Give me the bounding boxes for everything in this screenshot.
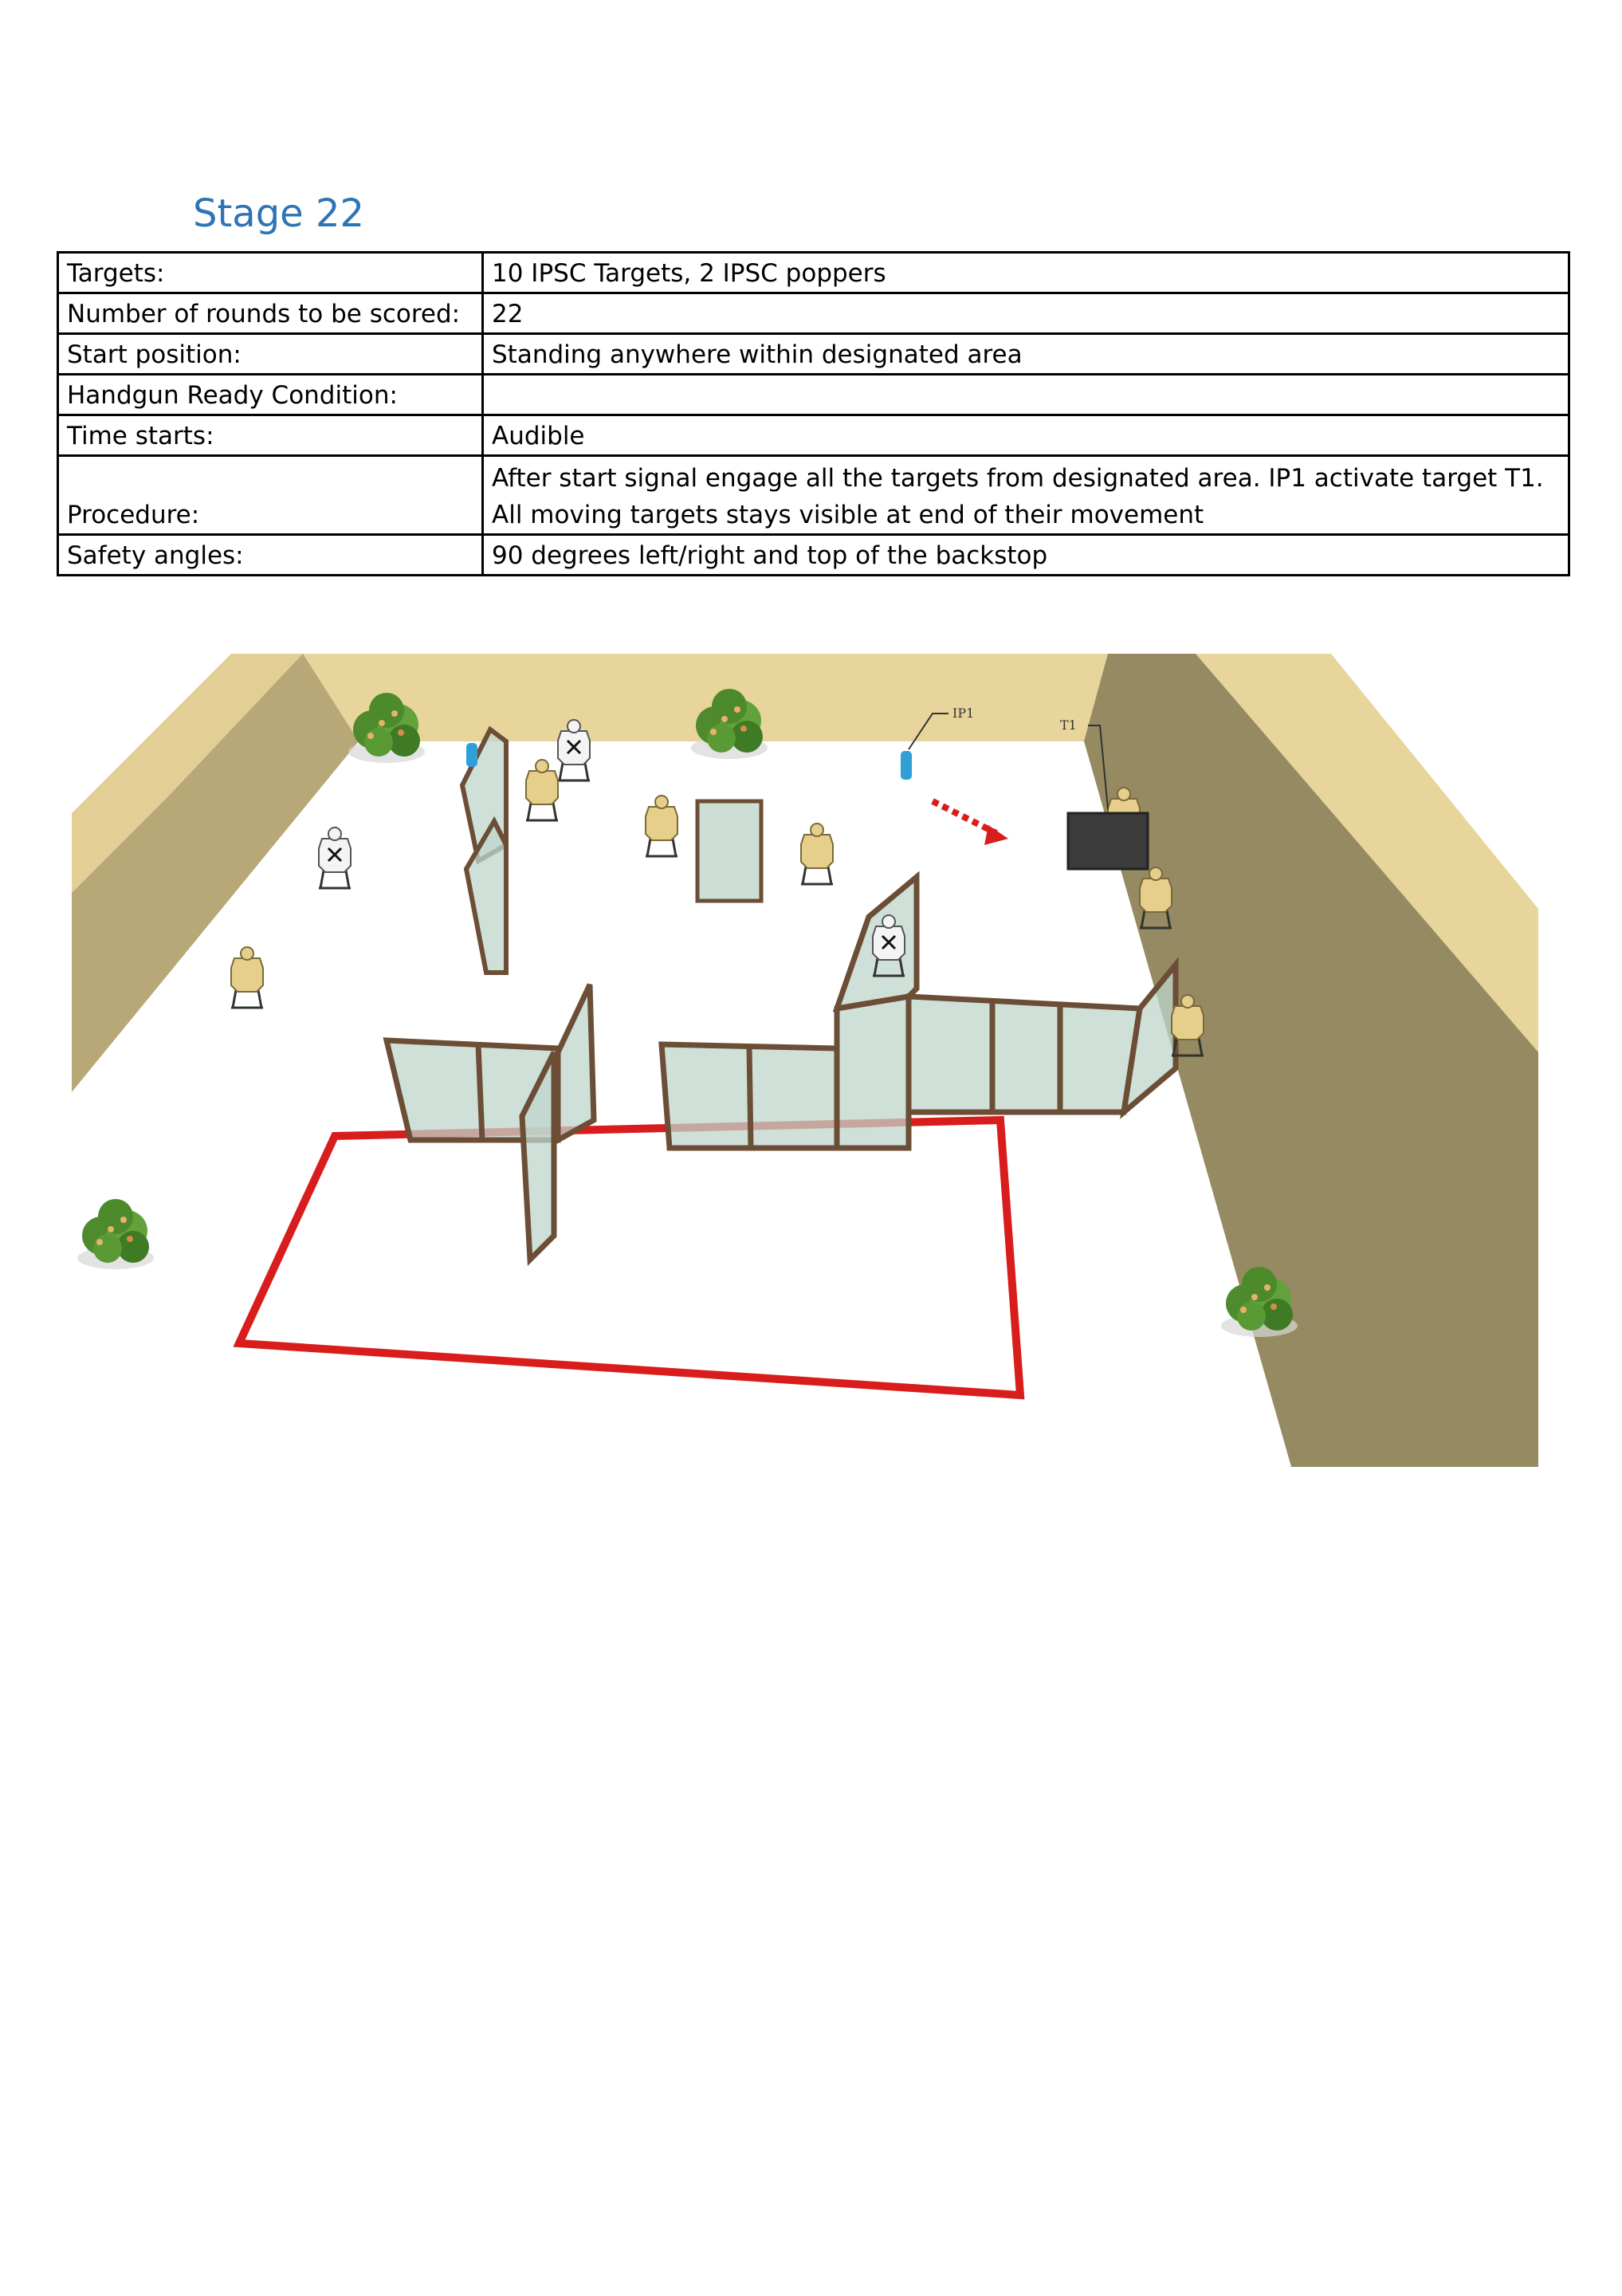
row-label-rounds: Number of rounds to be scored: — [58, 293, 483, 334]
row-value-ready-condition — [483, 375, 1569, 415]
wall-panel-back — [697, 801, 761, 901]
row-value-rounds: 22 — [483, 293, 1569, 334]
table-row — [58, 293, 1569, 334]
t1-label: T1 — [1060, 718, 1077, 733]
activator-icon — [466, 743, 477, 767]
procedure-line-2: All moving targets stays visible at end of their movement — [492, 501, 1204, 529]
stage-title: Stage 22 — [193, 191, 365, 236]
row-value-safety-angles: 90 degrees left/right and top of the backstop — [483, 535, 1569, 576]
table-row — [58, 456, 1569, 535]
row-value-procedure — [483, 456, 1569, 535]
row-label-safety-angles: Safety angles: — [58, 535, 483, 576]
row-value-time-starts: Audible — [483, 415, 1569, 456]
row-label-procedure: Procedure: — [58, 456, 483, 535]
row-label-time-starts: Time starts: — [58, 415, 483, 456]
moving-target-t1 — [1068, 813, 1148, 869]
row-value-start-position: Standing anywhere within designated area — [483, 334, 1569, 375]
ip1-label: IP1 — [952, 706, 975, 721]
table-row — [58, 535, 1569, 576]
stage-diagram — [72, 654, 1538, 1475]
row-label-start-position: Start position: — [58, 334, 483, 375]
stage-spec-table — [57, 251, 1570, 576]
row-label-targets: Targets: — [58, 253, 483, 293]
table-row — [58, 334, 1569, 375]
table-row — [58, 375, 1569, 415]
table-row — [58, 415, 1569, 456]
activator-icon — [901, 751, 912, 780]
table-row — [58, 253, 1569, 293]
row-value-targets: 10 IPSC Targets, 2 IPSC poppers — [483, 253, 1569, 293]
row-label-ready-condition: Handgun Ready Condition: — [58, 375, 483, 415]
procedure-line-1: After start signal engage all the targets from designated area. IP1 activate target T1. — [492, 464, 1544, 493]
